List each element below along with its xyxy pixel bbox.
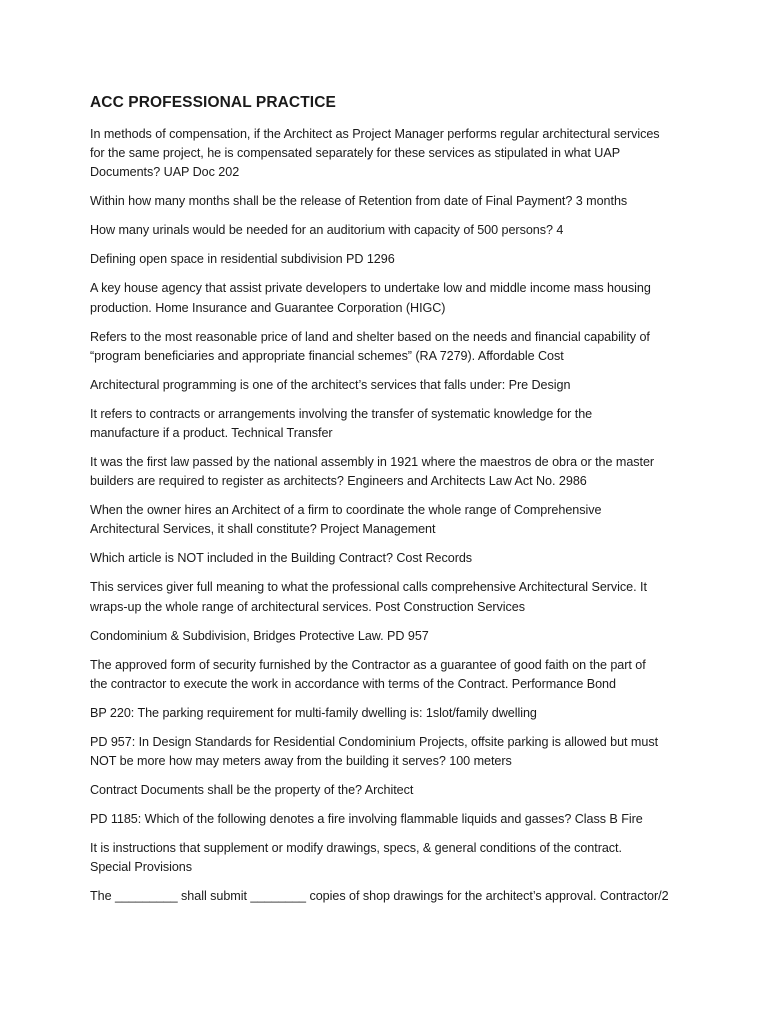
paragraph-line: It was the first law passed by the national assembly in 1921 where the maestros de obra or the master: [90, 455, 655, 470]
paragraph-line: Architectural programming is one of the architect’s services that falls under: Pre Design: [90, 377, 571, 392]
question-paragraph: [90, 453, 690, 491]
question-paragraph: [90, 656, 690, 694]
paragraph-line: the contractor to execute the work in accordance with terms of the Contract. Performance Bond: [90, 676, 616, 691]
paragraph-line: Refers to the most reasonable price of land and shelter based on the needs and financial capability of: [90, 329, 650, 344]
paragraph-line: Defining open space in residential subdivision PD 1296: [90, 252, 395, 267]
paragraph-line: Contract Documents shall be the property of the? Architect: [90, 783, 414, 798]
paragraph-line: A key house agency that assist private developers to undertake low and middle income mass housing: [90, 281, 651, 296]
document-page: [90, 92, 690, 916]
paragraph-line: NOT be more how may meters away from the building it serves? 100 meters: [90, 754, 512, 769]
paragraph-line: builders are required to register as architects? Engineers and Architects Law Act No. 2986: [90, 474, 587, 489]
question-paragraph: [90, 192, 690, 211]
paragraph-line: Documents? UAP Doc 202: [90, 165, 240, 180]
paragraph-line: The approved form of security furnished by the Contractor as a guarantee of good faith on the part of: [90, 657, 646, 672]
paragraph-line: Architectural Services, it shall constitute? Project Management: [90, 522, 436, 537]
paragraph-line: Condominium & Subdivision, Bridges Protective Law. PD 957: [90, 628, 429, 643]
paragraph-line: Which article is NOT included in the Building Contract? Cost Records: [90, 551, 473, 566]
question-paragraph: [90, 704, 690, 723]
paragraph-line: Within how many months shall be the release of Retention from date of Final Payment? 3 months: [90, 194, 628, 209]
paragraph-line: manufacture if a product. Technical Transfer: [90, 426, 333, 441]
question-paragraph: [90, 887, 690, 906]
paragraph-line: This services giver full meaning to what the professional calls comprehensive Architectural Service. It: [90, 580, 647, 595]
question-paragraph: [90, 781, 690, 800]
paragraph-line: It refers to contracts or arrangements involving the transfer of systematic knowledge for the: [90, 406, 593, 421]
paragraph-line: wraps-up the whole range of architectural services. Post Construction Services: [90, 599, 525, 614]
paragraph-line: When the owner hires an Architect of a firm to coordinate the whole range of Comprehensive: [90, 503, 602, 518]
paragraph-line: Special Provisions: [90, 860, 192, 875]
question-paragraph: [90, 328, 690, 366]
paragraph-line: It is instructions that supplement or modify drawings, specs, & general conditions of the contract.: [90, 841, 622, 856]
question-paragraph: [90, 578, 690, 616]
question-paragraph: [90, 405, 690, 443]
question-paragraph: [90, 501, 690, 539]
question-paragraph: [90, 810, 690, 829]
paragraph-line: “program beneficiaries and appropriate financial schemes” (RA 7279). Affordable Cost: [90, 348, 564, 363]
question-paragraph: [90, 627, 690, 646]
paragraph-line: In methods of compensation, if the Architect as Project Manager performs regular architectural services: [90, 127, 660, 141]
question-paragraph: [90, 733, 690, 771]
paragraph-line: The _________ shall submit ________ copies of shop drawings for the architect’s approval. Contractor/2: [90, 889, 669, 904]
question-paragraph: [90, 549, 690, 568]
question-paragraph: [90, 250, 690, 269]
question-paragraph: [90, 839, 690, 877]
question-paragraph: [90, 279, 690, 317]
question-paragraph: [90, 221, 690, 240]
paragraph-line: PD 1185: Which of the following denotes a fire involving flammable liquids and gasses? Class B Fire: [90, 812, 643, 827]
paragraph-line: BP 220: The parking requirement for multi-family dwelling is: 1slot/family dwelling: [90, 705, 537, 720]
paragraph-list: [90, 125, 690, 906]
paragraph-line: How many urinals would be needed for an auditorium with capacity of 500 persons? 4: [90, 223, 564, 238]
question-paragraph: [90, 125, 690, 183]
question-paragraph: [90, 376, 690, 395]
paragraph-line: PD 957: In Design Standards for Residential Condominium Projects, offsite parking is allowed but must: [90, 734, 659, 749]
document-title: ACC PROFESSIONAL PRACTICE: [90, 94, 336, 111]
paragraph-line: for the same project, he is compensated separately for these services as stipulated in what UAP: [90, 146, 621, 161]
paragraph-line: production. Home Insurance and Guarantee Corporation (HIGC): [90, 300, 446, 315]
